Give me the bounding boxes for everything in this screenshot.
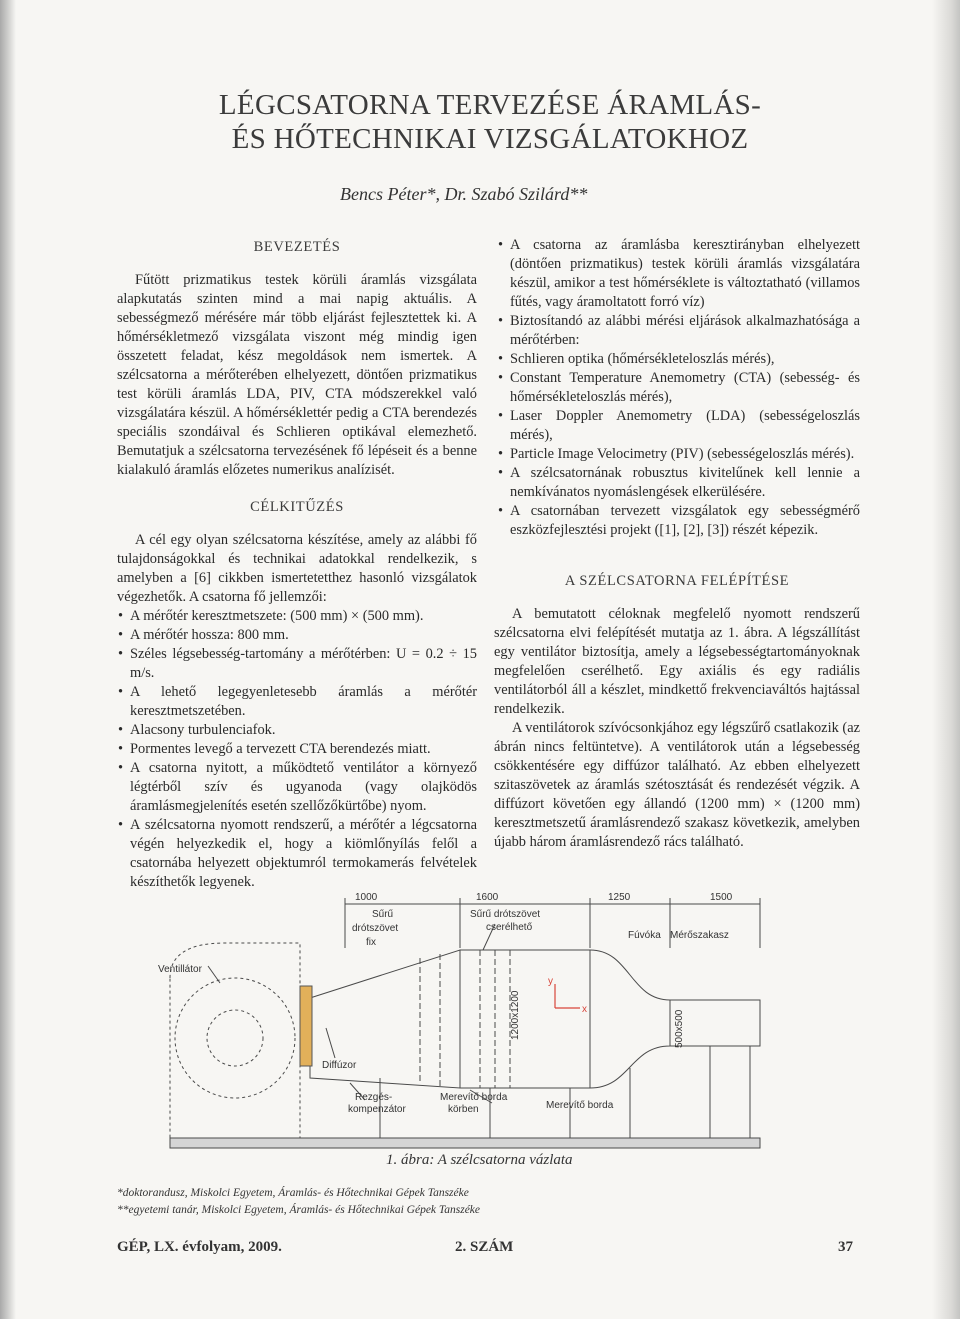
figure-caption: 1. ábra: A szélcsatorna vázlata: [386, 1152, 573, 1168]
dim-1200: 1200x1200: [510, 990, 521, 1040]
fan-hub: [207, 1010, 263, 1066]
title-line-1: LÉGCSATORNA TERVEZÉSE ÁRAMLÁS-: [218, 89, 762, 121]
dim-label: 1000: [355, 892, 378, 903]
label-compensator: Rezgés-: [355, 1092, 393, 1103]
leader-line: [208, 966, 220, 983]
label-mesh-fixed: Sűrű: [372, 909, 394, 920]
list-item: • Széles légsebesség-tartomány a mérőtérben: U = 0.2 ÷ 15 m/s.: [117, 645, 477, 683]
list-item: • Constant Temperature Anemometry (CTA) (sebesség- és hőmérsékleteloszlás mérés),: [494, 369, 860, 407]
dim-label: 1250: [608, 892, 631, 903]
ground-base: [170, 1138, 760, 1148]
intro-paragraph: Fűtött prizmatikus testek körüli áramlás vizsgálata alapkutatás szinten mind a mai napig aktuális. A sebességmező mérésére már több eljárást fejlesztettek ki. A hőmérsékletmező vizsgálata viszont még mindig igen összetett feladat, kész megoldások nem ismertek. A szélcsatorna a mérőterében elhelyezett, döntően prizmatikus test körüli áramlás LDA, PIV, CTA módszerekkel való vizsgálatára készül. A hőmérséklettér pedig a CTA berendezés speciális szondáival és Schlieren optikával elemezhető. Bemutatjuk a szélcsatorna tervezésének fő lépéseit és a benne kialakuló áramlás előzetes numerikus analízisét.: [117, 272, 477, 478]
label-mesh-fixed: drótszövet: [352, 923, 399, 934]
list-item: • A csatornában tervezett vizsgálatok egy sebességmérő eszközfejlesztési projekt ([1], [2], [3]) részét képezik.: [494, 502, 860, 540]
page-edge-shadow: [932, 0, 960, 1319]
structure-paragraph-1: A bemutatott céloknak megfelelő nyomott rendszerű szélcsatorna elvi felépítését mutatja az 1. ábra. A légszállítást egy ventilátor biztosítja, amely a légsebességtartományoknak megfelelően cserélhető. Egy axiális és egy radiális ventilátorból áll a készlet, mindkettő frekvenciaváltós hajtással rendelkezik.: [494, 606, 860, 717]
dim-label: 1500: [710, 892, 733, 903]
dim-500: 500x500: [674, 1009, 685, 1048]
label-rib-ring: körben: [448, 1104, 479, 1115]
label-compensator: kompenzátor: [348, 1104, 406, 1115]
list-item: • A szélcsatornának robusztus kivitelűnek kell lennie a nemkívánatos nyomáslengések elkerülésére.: [494, 464, 860, 502]
label-mesh-swap: cserélhető: [486, 922, 533, 933]
label-test-section: Mérőszakasz: [670, 930, 729, 941]
left-column: [117, 236, 477, 892]
list-item: • Schlieren optika (hőmérsékleteloszlás mérés),: [494, 350, 860, 369]
structure-paragraph-2: A ventilátorok szívócsonkjához egy légszűrő csatlakozik (az ábrán nincs feltüntetve). A ventilátorok után a légsebesség csökkentésére egy diffúzor található. Az ebben elhelyezett szitaszövetek az áramlás szétosztását és rendezését végzik. A diffúzort követően egy állandó (1200 mm) × (1200 mm) keresztmetszetű áramlásrendező szakasz következik, amelyben újabb három áramlásrendező rács található.: [494, 720, 860, 850]
list-item: • Pormentes levegő a tervezett CTA berendezés miatt.: [117, 740, 477, 759]
list-item: • A mérőtér keresztmetszete: (500 mm) × (500 mm).: [117, 607, 477, 626]
article-authors: Bencs Péter*, Dr. Szabó Szilárd**: [340, 184, 588, 204]
label-fan: Ventillátor: [158, 964, 202, 975]
footer-page-number: 37: [838, 1239, 853, 1255]
requirements-list: [494, 236, 860, 540]
footer-issue: 2. SZÁM: [455, 1239, 514, 1255]
leader-line: [326, 1028, 335, 1058]
list-item: • Laser Doppler Anemometry (LDA) (sebességeloszlás mérés),: [494, 407, 860, 445]
list-item: • A csatorna nyitott, a működtető ventilátor a környező légtérből szív és ugyanoda (vagy olajködös áramlásmegjelenítés esetén szellőzőkürtőbe) nyom.: [117, 759, 477, 816]
footnote: *doktorandusz, Miskolci Egyetem, Áramlás- és Hőtechnikai Gépek Tanszéke: [117, 1187, 469, 1199]
list-item: • A lehető legegyenletesebb áramlás a mérőtér keresztmetszetében.: [117, 683, 477, 721]
footer-journal: GÉP, LX. évfolyam, 2009.: [117, 1239, 282, 1255]
intro-heading: BEVEZETÉS: [253, 239, 341, 255]
footnotes: [117, 1185, 677, 1219]
label-mesh-fixed: fix: [366, 937, 376, 948]
axis-x-label: x: [582, 1004, 587, 1015]
vibration-compensator: [300, 986, 312, 1066]
label-nozzle: Fúvóka: [628, 930, 661, 941]
list-item: • Alacsony turbulenciafok.: [117, 721, 477, 740]
label-diffuser: Diffúzor: [322, 1060, 357, 1071]
goals-heading: CÉLKITŰZÉS: [250, 499, 344, 515]
list-item: • A csatorna az áramlásba keresztirányban elhelyezett (döntően prizmatikus) testek körüli áramlás vizsgálatára készül, amikor a test hőmérséklete is változtatható (villamos fűtés, vagy áramoltatott forró víz): [494, 236, 860, 312]
dim-label: 1600: [476, 892, 499, 903]
label-rib: Merevítő borda: [546, 1100, 614, 1111]
title-line-2: ÉS HŐTECHNIKAI VIZSGÁLATOKHOZ: [231, 123, 749, 155]
structure-heading: A SZÉLCSATORNA FELÉPÍTÉSE: [564, 573, 790, 589]
footnote: **egyetemi tanár, Miskolci Egyetem, Áramlás- és Hőtechnikai Gépek Tanszéke: [117, 1204, 481, 1216]
list-item: • Particle Image Velocimetry (PIV) (sebességeloszlás mérés).: [494, 445, 860, 464]
binding-shadow: [0, 0, 16, 1319]
article-title: [200, 88, 780, 156]
goals-list: [117, 607, 477, 892]
label-rib-ring: Merevítő borda: [440, 1092, 508, 1103]
wind-tunnel-diagram: [150, 888, 770, 1158]
list-item: • Biztosítandó az alábbi mérési eljárások alkalmazhatósága a mérőtérben:: [494, 312, 860, 350]
coordinate-axes: [555, 984, 580, 1008]
fan-impeller: [175, 978, 295, 1098]
goals-paragraph: A cél egy olyan szélcsatorna készítése, amely az alábbi fő tulajdonságokkal és technikai adatokkal rendelkezik, s amelyben a [6] cikkben ismertetetthez hasonló vizsgálatok végezhetők. A csatorna fő jellemzői:: [117, 532, 477, 605]
label-mesh-swap: Sűrű drótszövet: [470, 909, 541, 920]
list-item: • A mérőtér hossza: 800 mm.: [117, 626, 477, 645]
nozzle-contour: [590, 950, 670, 1088]
list-item: • A szélcsatorna nyomott rendszerű, a mérőtér a légcsatorna végén helyezkedik el, hogy a kiömlőnyílás felől a csatornába helyezett objektumról termokamerás felvételek készíthetők legyenek.: [117, 816, 477, 892]
right-column: [494, 236, 860, 852]
axis-y-label: y: [548, 976, 553, 987]
